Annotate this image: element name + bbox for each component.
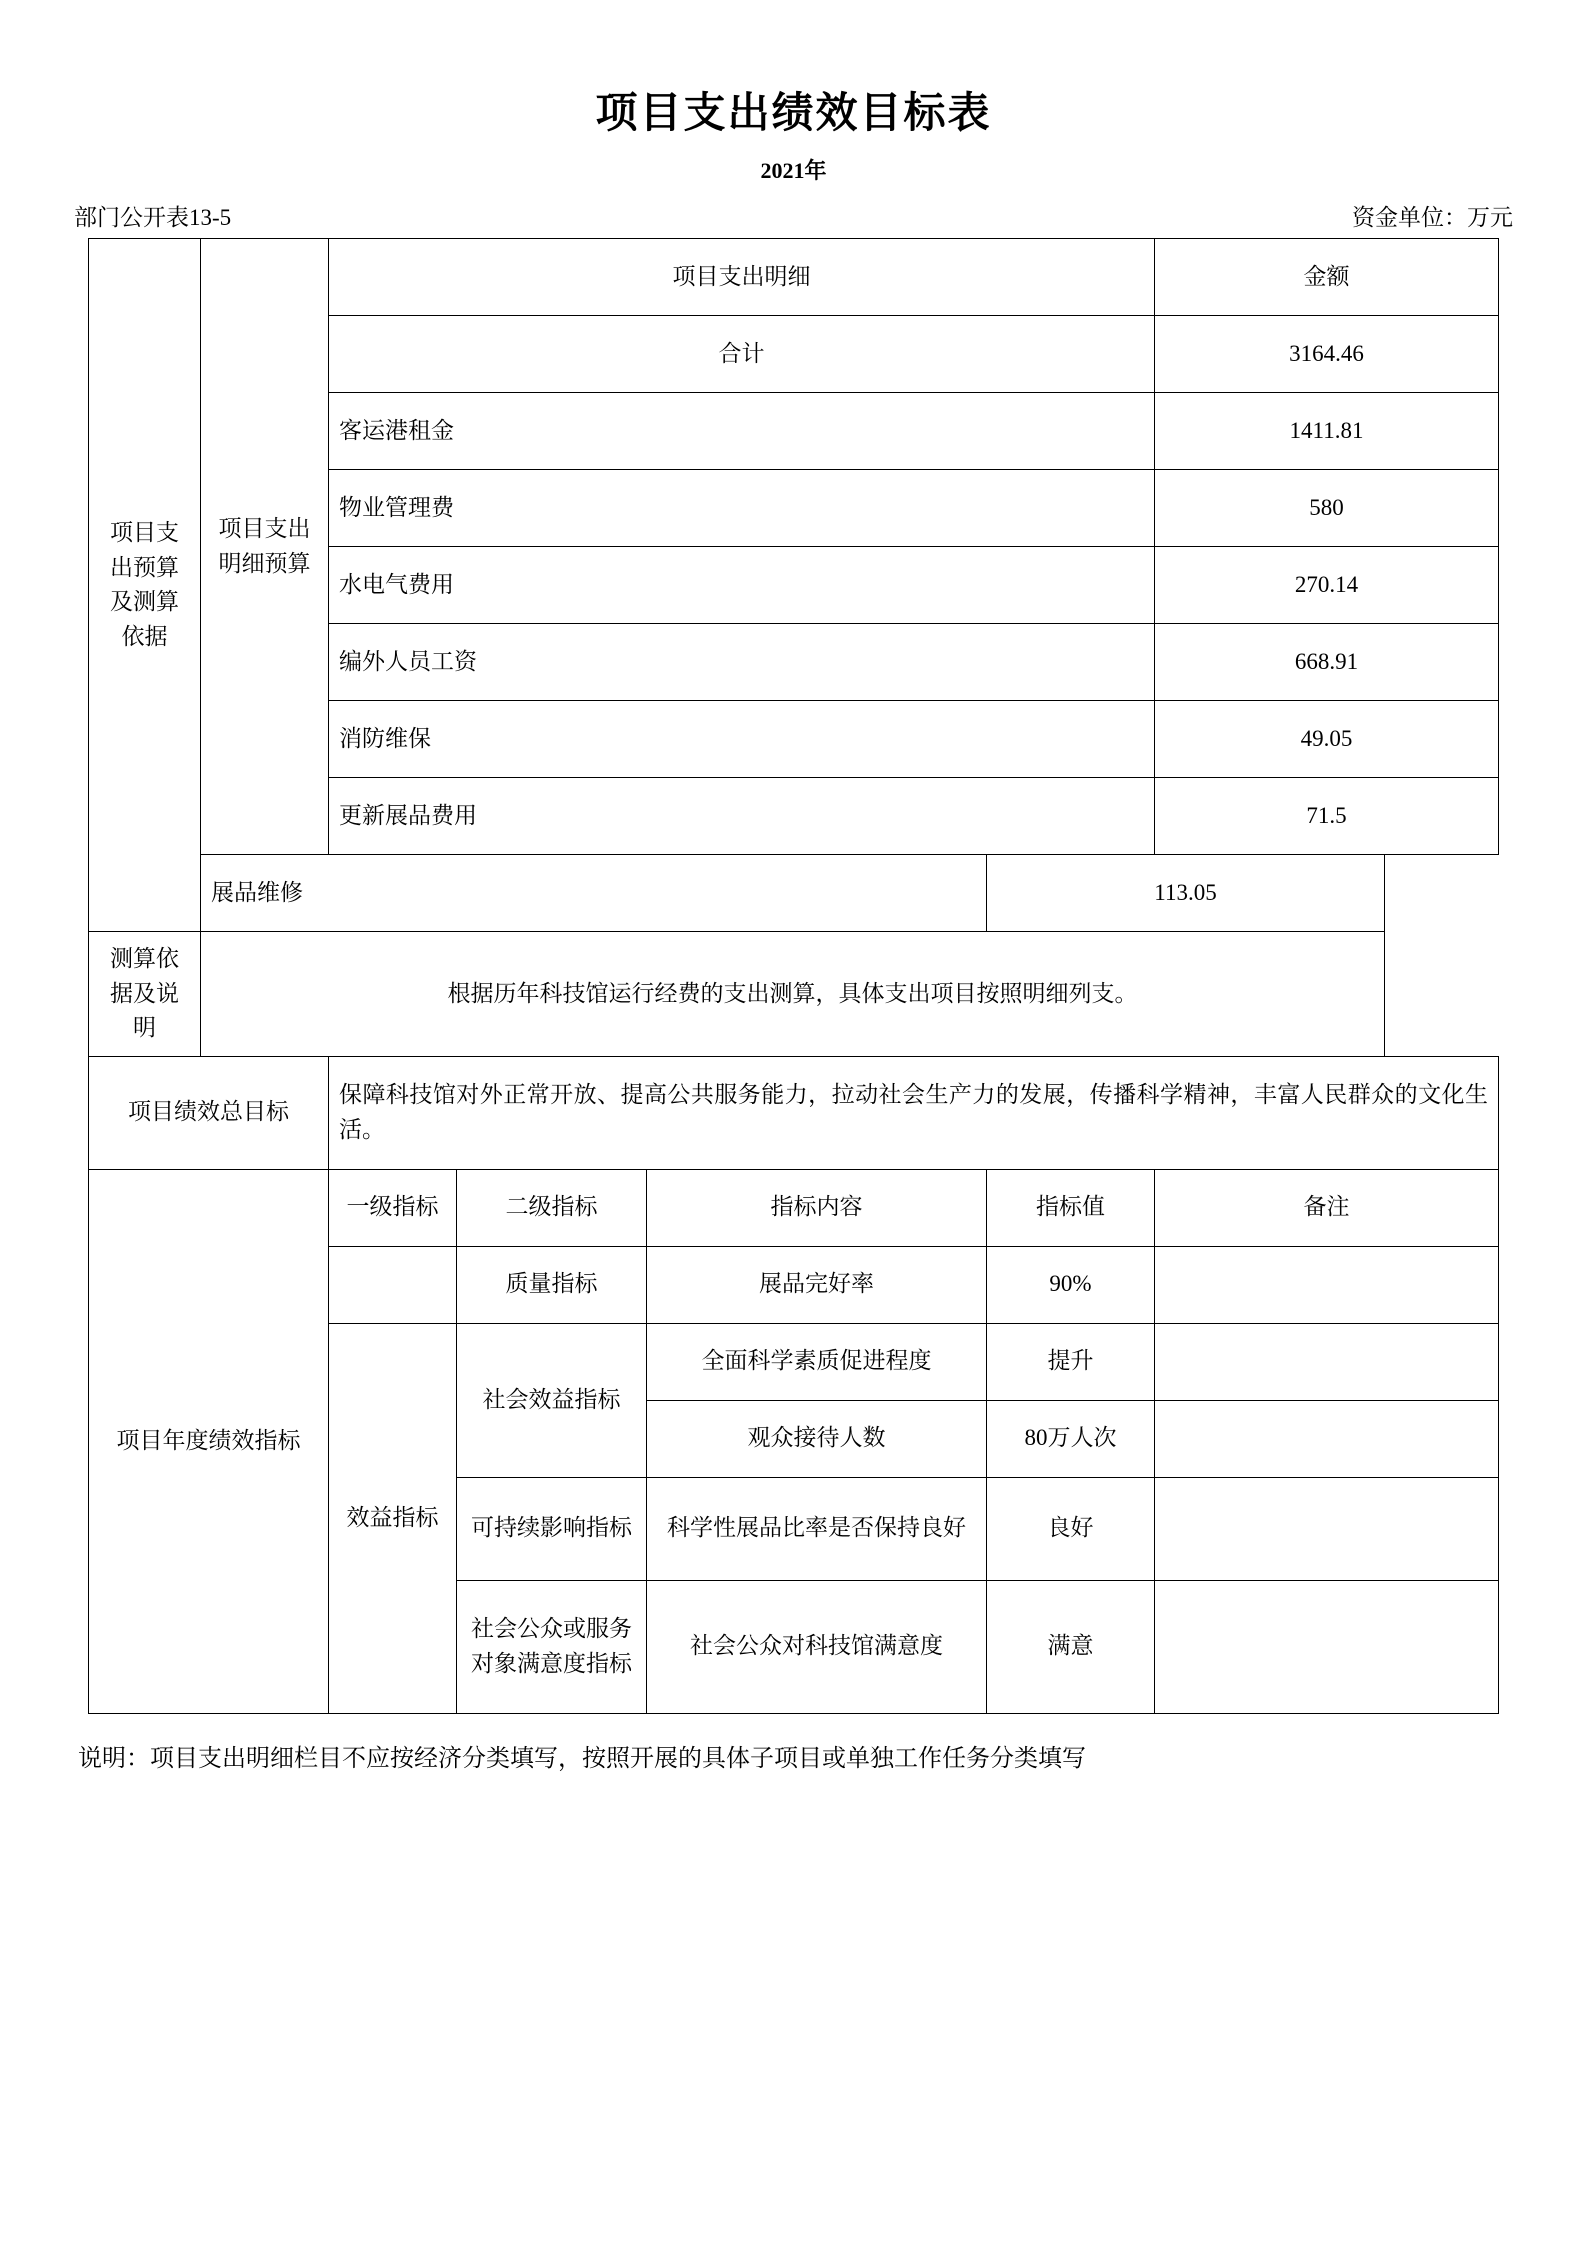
indicator-value: 满意 [987, 1580, 1155, 1713]
indicator-header-level1: 一级指标 [329, 1169, 457, 1246]
indicator-content: 展品完好率 [647, 1246, 987, 1323]
indicator-content: 科学性展品比率是否保持良好 [647, 1477, 987, 1580]
header-detail: 项目支出明细 [329, 239, 1155, 316]
indicator-value: 80万人次 [987, 1400, 1155, 1477]
indicator-level2-satisfaction: 社会公众或服务对象满意度指标 [457, 1580, 647, 1713]
budget-section-label: 项目支出预算及测算依据 [89, 239, 201, 932]
table-row [89, 1056, 1499, 1169]
indicator-value: 良好 [987, 1477, 1155, 1580]
indicator-level1-quality [329, 1246, 457, 1323]
overall-goal-text: 保障科技馆对外正常开放、提高公共服务能力，拉动社会生产力的发展，传播科学精神，丰富人民群众的文化生活。 [329, 1056, 1499, 1169]
basis-label: 测算依据及说明 [89, 932, 201, 1057]
header-amount: 金额 [1155, 239, 1499, 316]
indicator-header-remark: 备注 [1155, 1169, 1499, 1246]
page-title: 项目支出绩效目标表 [595, 91, 992, 137]
budget-item-amount: 270.14 [1155, 547, 1499, 624]
budget-item-amount: 113.05 [987, 855, 1385, 932]
meta-row [74, 199, 1513, 232]
budget-item-amount: 71.5 [1155, 778, 1499, 855]
footer-note: 说明：项目支出明细栏目不应按经济分类填写，按照开展的具体子项目或单独工作任务分类填写 [78, 1745, 1086, 1772]
indicator-header-value: 指标值 [987, 1169, 1155, 1246]
table-row [89, 239, 1499, 316]
indicator-level1-benefit: 效益指标 [329, 1323, 457, 1713]
overall-goal-label: 项目绩效总目标 [89, 1056, 329, 1169]
budget-item-name: 消防维保 [329, 701, 1155, 778]
indicator-value: 90% [987, 1246, 1155, 1323]
budget-item-amount: 580 [1155, 470, 1499, 547]
budget-sub-label: 项目支出明细预算 [201, 239, 329, 855]
indicator-header-content: 指标内容 [647, 1169, 987, 1246]
budget-item-name: 水电气费用 [329, 547, 1155, 624]
indicator-remark [1155, 1323, 1499, 1400]
document-year: 2021年 [760, 158, 827, 183]
indicator-content: 社会公众对科技馆满意度 [647, 1580, 987, 1713]
table-row [89, 1169, 1499, 1246]
budget-item-amount: 1411.81 [1155, 393, 1499, 470]
total-label: 合计 [329, 316, 1155, 393]
budget-item-name: 物业管理费 [329, 470, 1155, 547]
budget-item-amount: 668.91 [1155, 624, 1499, 701]
indicator-level2-quality: 质量指标 [457, 1246, 647, 1323]
budget-item-name: 编外人员工资 [329, 624, 1155, 701]
indicator-content: 全面科学素质促进程度 [647, 1323, 987, 1400]
table-row [89, 932, 1499, 1057]
indicator-header-level2: 二级指标 [457, 1169, 647, 1246]
budget-item-name: 展品维修 [201, 855, 987, 932]
indicator-remark [1155, 1477, 1499, 1580]
total-amount: 3164.46 [1155, 316, 1499, 393]
indicator-level2-sustain: 可持续影响指标 [457, 1477, 647, 1580]
basis-text: 根据历年科技馆运行经费的支出测算，具体支出项目按照明细列支。 [201, 932, 1385, 1057]
indicator-remark [1155, 1400, 1499, 1477]
indicator-content: 观众接待人数 [647, 1400, 987, 1477]
budget-item-name: 客运港租金 [329, 393, 1155, 470]
indicators-section-label: 项目年度绩效指标 [89, 1169, 329, 1713]
budget-item-name: 更新展品费用 [329, 778, 1155, 855]
budget-item-amount: 49.05 [1155, 701, 1499, 778]
indicator-level2-social: 社会效益指标 [457, 1323, 647, 1477]
indicator-value: 提升 [987, 1323, 1155, 1400]
indicator-remark [1155, 1246, 1499, 1323]
table-row [89, 855, 1499, 932]
indicator-remark [1155, 1580, 1499, 1713]
performance-table [88, 238, 1499, 1714]
currency-unit: 资金单位：万元 [1352, 205, 1513, 230]
form-code: 部门公开表13-5 [74, 205, 232, 230]
